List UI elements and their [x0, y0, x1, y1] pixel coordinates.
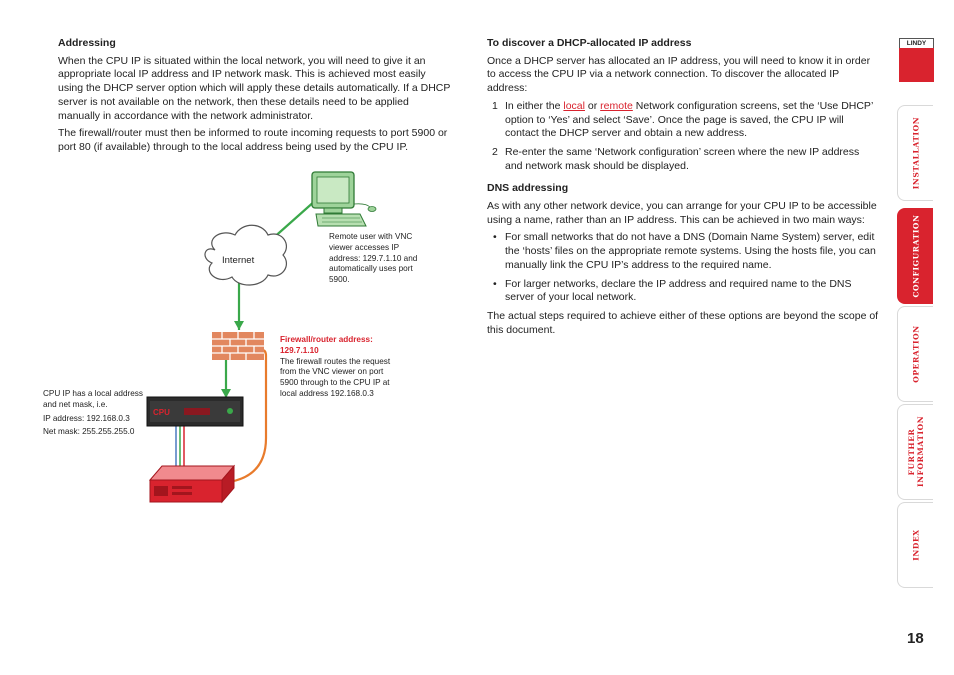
step-1-number: 1 [492, 99, 498, 112]
addressing-heading: Addressing [58, 37, 116, 49]
cpu-caption-block [43, 389, 147, 438]
step-2-text: Re-enter the same ‘Network configuration’ screen where the new IP address and network mask should be displayed. [505, 145, 860, 172]
remote-caption: Remote user with VNC viewer accesses IP address: 129.7.1.10 and automatically uses port 5900. [329, 232, 418, 285]
dhcp-para: Once a DHCP server has allocated an IP address, you will need to know it in order to access the CPU IP via a network connection. To discover the allocated IP address: [487, 54, 871, 95]
tab-installation[interactable] [897, 105, 933, 201]
tab-further-information-label: FURTHER INFORMATION [906, 415, 925, 487]
bullet-2-text: For larger networks, declare the IP address and required name to the DNS server of your local network. [505, 277, 852, 304]
dhcp-heading: To discover a DHCP-allocated IP address [487, 37, 692, 49]
cpu-ip-device-icon [147, 397, 243, 426]
internet-label: Internet [222, 255, 255, 266]
addressing-para-2: The firewall/router must then be informed to route incoming requests to port 5900 or port 80 (if available) through to the local address being used by the CPU IP. [58, 127, 448, 153]
local-link[interactable]: local [563, 99, 585, 112]
firewall-title: Firewall/router address: [280, 335, 373, 344]
dns-para: As with any other network device, you can arrange for your CPU IP to be accessible using a name, rather than an IP address. This can be achieved in two main ways: [487, 200, 877, 226]
page-number: 18 [907, 630, 924, 647]
bullet-1-text: For small networks that do not have a DNS (Domain Name System) server, edit the ‘hosts’ files on the appropriate remote systems. Using the hosts file, you can manually link the CPU IP’s address to the required name. [505, 231, 876, 271]
tab-index[interactable] [897, 502, 933, 588]
tab-installation-label: INSTALLATION [911, 116, 920, 190]
bullet-2: • For larger networks, declare the IP address and required name to the DNS server of your local network. [493, 277, 852, 304]
right-column [487, 37, 879, 341]
lindy-logo [899, 38, 934, 82]
firewall-caption-block [280, 335, 396, 400]
step-1-text-c: Network configuration screens, set the ‘Use DHCP’ option to ‘Yes’ and select ‘Save’. Once the page is saved, the CPU IP will contact the DHCP server and obtain a new address. [505, 99, 873, 140]
step-1-text-a: In either the [505, 99, 564, 112]
firewall-address: 129.7.1.10 [280, 345, 319, 355]
remote-link[interactable]: remote [600, 99, 633, 112]
cpu-caption-intro: CPU IP has a local address and net mask, i.e. [43, 389, 143, 409]
tab-configuration-label: CONFIGURATION [911, 214, 920, 298]
cpu-caption-mask: Net mask: 255.255.255.0 [43, 427, 135, 437]
tab-index-label: INDEX [911, 529, 920, 561]
step-1-text-b: or [584, 99, 601, 112]
tab-configuration[interactable] [897, 208, 933, 304]
firewall-caption: The firewall routes the request from the VNC viewer on port 5900 through to the CPU IP at local address 192.168.0.3 [280, 356, 391, 398]
step-1 [487, 100, 879, 141]
cpu-device-label: CPU [153, 408, 170, 417]
lindy-wordmark: LINDY [899, 38, 934, 48]
cpu-caption-ip: IP address: 192.168.0.3 [43, 413, 130, 423]
step-2 [487, 146, 879, 173]
bullet-1: • For small networks that do not have a DNS (Domain Name System) server, edit the ‘hosts’ files on the appropriate remote systems. Using the hosts file, you can manually link the CPU IP’s address to the required name. [493, 231, 876, 271]
dns-heading: DNS addressing [487, 182, 569, 195]
addressing-para-1: When the CPU IP is situated within the local network, you will need to give it an appropriate local IP address and IP network mask. This is achieved most easily using the DHCP server option which will apply these details automatically. If a DHCP server is not available on the network, then these details need to be applied manually in accordance with the network administrator. [58, 54, 451, 122]
tab-operation-label: OPERATION [911, 325, 920, 383]
tab-operation[interactable] [897, 306, 933, 402]
step-2-number: 2 [492, 145, 498, 158]
server-box-icon [150, 466, 234, 502]
tab-further-information[interactable] [897, 404, 933, 500]
remote-computer-icon [312, 172, 376, 226]
firewall-icon [212, 332, 264, 360]
dns-closing-para: The actual steps required to achieve either of these options are beyond the scope of this document. [487, 309, 879, 336]
